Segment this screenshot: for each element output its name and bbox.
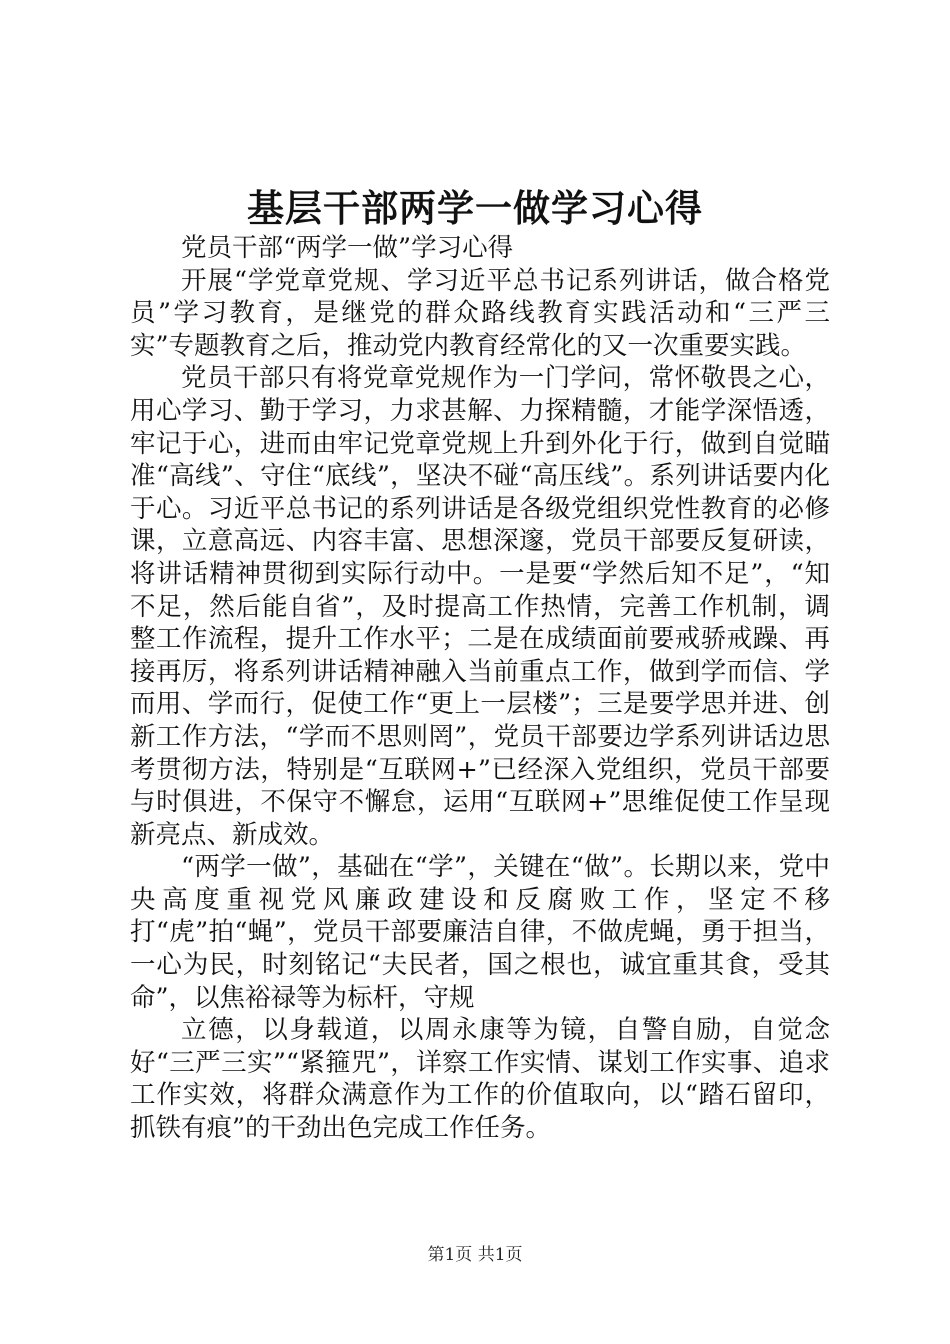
body-paragraph: 立德，以身载道，以周永康等为镜，自警自励，自觉念好“三严三实”“紧箍咒”，详察工作实情、谋划工作实事、追求工作实效，将群众满意作为工作的价值取向，以“踏石留印，抓铁有痕”的干劲出色完成工作任务。 xyxy=(130,1015,830,1144)
document-title: 基层干部两学一做学习心得 xyxy=(247,186,703,230)
body-paragraph: “两学一做”，基础在“学”，关键在“做”。长期以来，党中央高度重视党风廉政建设和反腐败工作，坚定不移打“虎”拍“蝇”，党员干部要廉洁自律，不做虎蝇，勇于担当，一心为民，时刻铭记“夫民者，国之根也，诚宜重其食，受其命”，以焦裕禄等为标杆，守规 xyxy=(130,852,830,1013)
body-paragraph: 党员干部只有将党章党规作为一门学问，常怀敬畏之心，用心学习、勤于学习，力求甚解、力探精髓，才能学深悟透，牢记于心，进而由牢记党章党规上升到外化于行，做到自觉瞄准“高线”、守住“底线”，坚决不碰“高压线”。系列讲话要内化于心。习近平总书记的系列讲话是各级党组织党性教育的必修课，立意高远、内容丰富、思想深邃，党员干部要反复研读，将讲话精神贯彻到实际行动中。一是要“学然后知不足”，“知不足，然后能自省”，及时提高工作热情，完善工作机制，调整工作流程，提升工作水平；二是在成绩面前要戒骄戒躁、再接再厉，将系列讲话精神融入当前重点工作，做到学而信、学而用、学而行，促使工作“更上一层楼”；三是要学思并进、创新工作方法，“学而不思则罔”，党员干部要边学系列讲话边思考贯彻方法，特别是“互联网+”已经深入党组织，党员干部要与时俱进，不保守不懈怠，运用“互联网+”思维促使工作呈现新亮点、新成效。 xyxy=(130,363,830,850)
subtitle-paragraph: 党员干部“两学一做”学习心得 xyxy=(181,233,514,263)
document-body xyxy=(130,232,830,1145)
body-paragraph: 开展“学党章党规、学习近平总书记系列讲话，做合格党员”学习教育，是继党的群众路线教育实践活动和“三严三实”专题教育之后，推动党内教育经常化的又一次重要实践。 xyxy=(130,265,830,361)
page-footer: 第1页 共1页 xyxy=(427,1245,523,1265)
